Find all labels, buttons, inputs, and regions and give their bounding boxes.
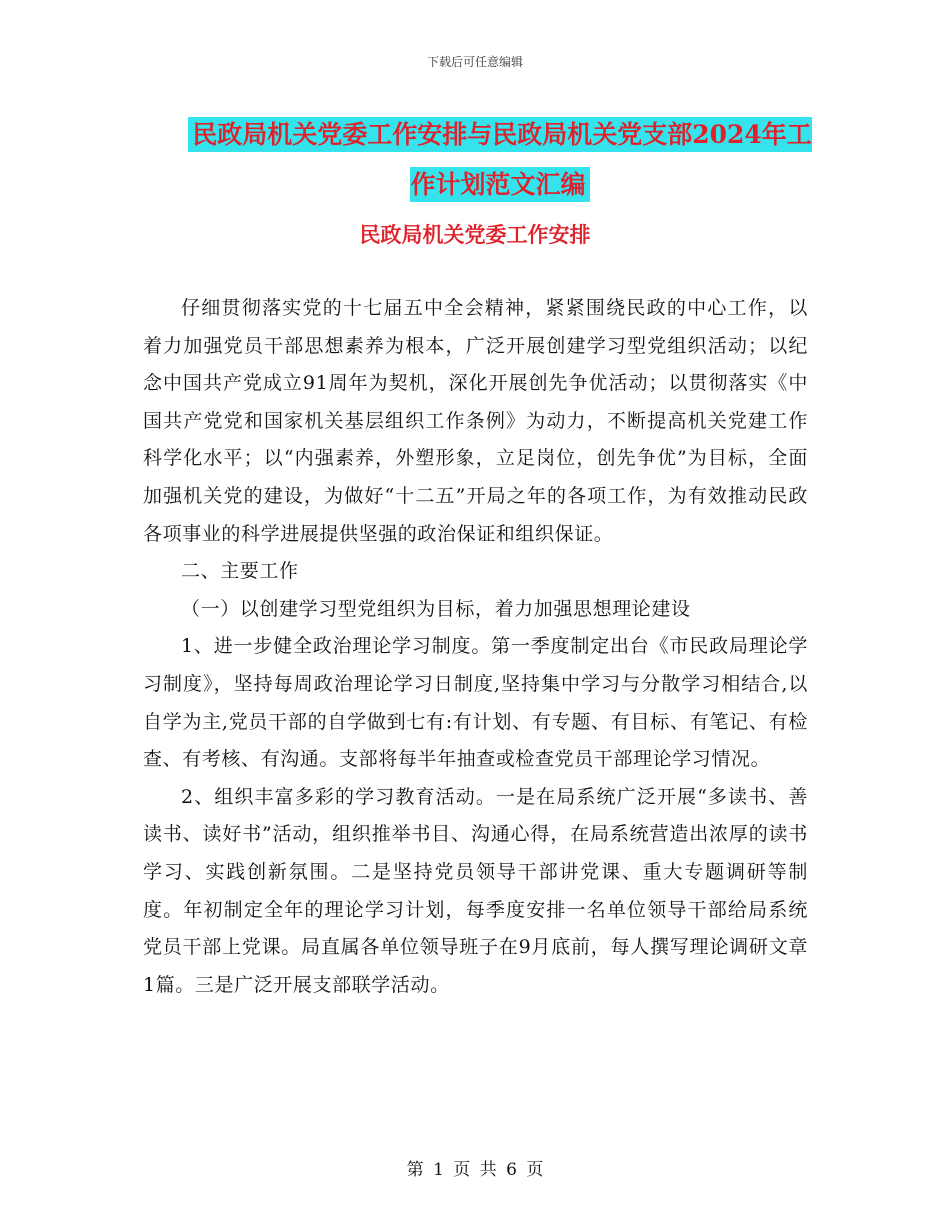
paragraph-item-2: 2、组织丰富多彩的学习教育活动。一是在局系统广泛开展“多读书、善读书、读好书”活动，组织推举书目、沟通心得，在局系统营造出浓厚的读书学习、实践创新氛围。二是坚持党员领导干部讲党课、重大专题调研等制度。年初制定全年的理论学习计划，每季度安排一名单位领导干部给局系统党员干部上党课。局直属各单位领导班子在9月底前，每人撰写理论调研文章1篇。三是广泛开展支部联学活动。 (143, 785, 808, 996)
heading-subsection-1: （一）以创建学习型党组织为目标，着力加强思想理论建设 (181, 597, 691, 620)
paragraph-intro: 仔细贯彻落实党的十七届五中全会精神，紧紧围绕民政的中心工作，以着力加强党员干部思想素养为根本，广泛开展创建学习型党组织活动；以纪念中国共产党成立91周年为契机，深化开展创先争优活动；以贯彻落实《中国共产党党和国家机关基层组织工作条例》为动力，不断提高机关党建工作科学化水平；以“内强素养，外塑形象，立足岗位，创先争优”为目标，全面加强机关党的建设，为做好“十二五”开局之年的各项工作，为有效推动民政各项事业的科学进展提供坚强的政治保证和组织保证。 (143, 297, 808, 545)
page-number: 第 1 页 共 6 页 (406, 1160, 544, 1180)
paragraph-item-1: 1、进一步健全政治理论学习制度。第一季度制定出台《市民政局理论学习制度》，坚持每周政治理论学习日制度,坚持集中学习与分散学习相结合,以自学为主,党员干部的自学做到七有:有计划、有专题、有目标、有笔记、有检查、有考核、有沟通。支部将每半年抽查或检查党员干部理论学习情况。 (143, 635, 808, 771)
document-body (143, 290, 808, 1004)
document-title-text: 民政局机关党委工作安排与民政局机关党支部2024年工作计划范文汇编 (188, 117, 812, 202)
page-header-note: 下载后可任意编辑 (426, 55, 523, 69)
heading-main-work: 二、主要工作 (181, 560, 299, 583)
document-title (185, 110, 815, 210)
section-title: 民政局机关党委工作安排 (359, 222, 591, 247)
